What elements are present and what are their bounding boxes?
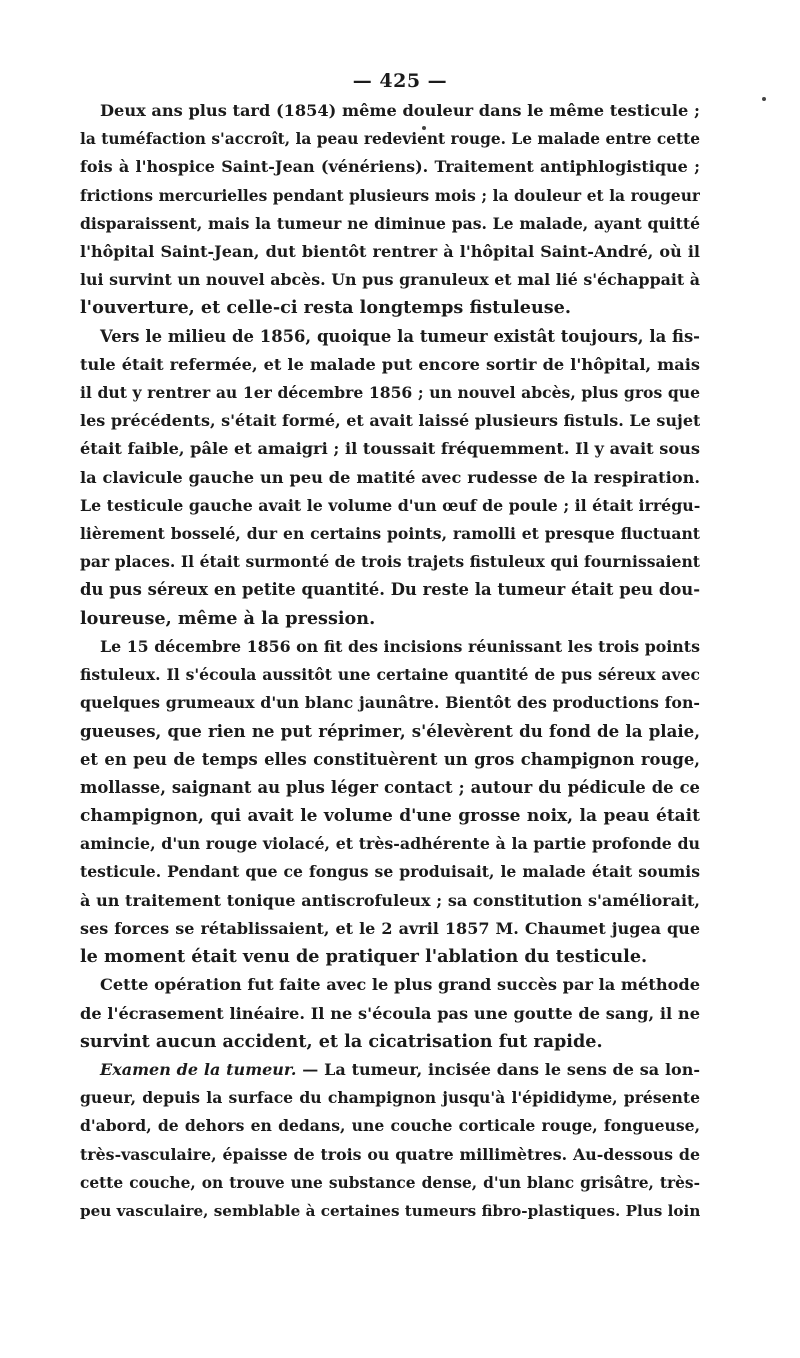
page-speck [762,97,766,101]
text-line: amincie, d'un rouge violacé, et très-adhérente à la partie profonde du [80,834,700,854]
text-line: disparaissent, mais la tumeur ne diminue pas. Le malade, ayant quitté [80,213,700,233]
text-line: il dut y rentrer au 1er décembre 1856 ; un nouvel abcès, plus gros que [80,383,700,403]
text-line: tule était refermée, et le malade put encore sortir de l'hôpital, mais [80,354,700,374]
text-line: les précédents, s'était formé, et avait laissé plusieurs fistuls. Le sujet [80,411,700,431]
text-line: champignon, qui avait le volume d'une grosse noix, la peau était [80,806,700,827]
text-line: mollasse, saignant au plus léger contact ; autour du pédicule de ce [80,777,700,797]
text-line: et en peu de temps elles constituèrent un gros champignon rouge, [80,749,700,769]
text-line: Vers le milieu de 1856, quoique la tumeur existât toujours, la fis- [100,326,700,346]
text-line: du pus séreux en petite quantité. Du reste la tumeur était peu dou- [80,580,700,600]
text-line: à un traitement tonique antiscrofuleux ; sa constitution s'améliorait, [80,890,700,910]
text-line: gueuses, que rien ne put réprimer, s'élevèrent du fond de la plaie, [80,721,700,742]
text-line: survint aucun accident, et la cicatrisation fut rapide. [80,1030,603,1052]
text-line: la tuméfaction s'accroît, la peau redevient rouge. Le malade entre cette [80,130,700,149]
page-number: — 425 — [352,70,448,92]
text-line: de l'écrasement linéaire. Il ne s'écoula pas une goutte de sang, il ne [80,1003,700,1023]
body-text [80,97,700,1225]
text-line: la clavicule gauche un peu de matité avec rudesse de la respiration. [80,467,700,487]
text-line: était faible, pâle et amaigri ; il toussait fréquemment. Il y avait sous [80,439,700,459]
text-line: testicule. Pendant que ce fongus se produisait, le malade était soumis [80,862,700,882]
text-line: l'ouverture, et celle-ci resta longtemps fistuleuse. [80,297,571,319]
text-line: Le testicule gauche avait le volume d'un œuf de poule ; il était irrégu- [80,495,700,515]
section-heading: Examen de la tumeur. [100,1059,297,1079]
text-line: par places. Il était surmonté de trois trajets fistuleux qui fournissaient [80,552,700,572]
text-line: loureuse, même à la pression. [80,607,376,629]
text-line: cette couche, on trouve une substance dense, d'un blanc grisâtre, très- [80,1173,700,1192]
text-line: Cette opération fut faite avec le plus grand succès par la méthode [100,975,700,995]
text-fragment: — La tumeur, incisée dans le sens de sa lon- [296,1059,700,1079]
text-line: Le 15 décembre 1856 on fit des incisions réunissant les trois points [100,636,700,656]
text-line: lièrement bosselé, dur en certains points, ramolli et presque fluctuant [80,524,700,544]
text-line: Deux ans plus tard (1854) même douleur dans le même testicule ; [100,101,700,120]
text-line: fois à l'hospice Saint-Jean (vénériens). Traitement antiphlogistique ; [80,157,700,177]
text-line: le moment était venu de pratiquer l'ablation du testicule. [80,946,648,968]
page-speck [422,126,426,130]
text-line: lui survint un nouvel abcès. Un pus granuleux et mal lié s'échappait à [80,270,700,290]
text-line: frictions mercurielles pendant plusieurs mois ; la douleur et la rougeur [80,186,700,205]
text-line: fistuleux. Il s'écoula aussitôt une certaine quantité de pus séreux avec [80,665,700,685]
text-line: quelques grumeaux d'un blanc jaunâtre. Bientôt des productions fon- [80,693,700,713]
text-line: l'hôpital Saint-Jean, dut bientôt rentrer à l'hôpital Saint-André, où il [80,242,700,262]
text-line: gueur, depuis la surface du champignon jusqu'à l'épididyme, présente [80,1088,700,1108]
text-line: peu vasculaire, semblable à certaines tumeurs fibro-plastiques. Plus loin [80,1201,700,1220]
text-line: très-vasculaire, épaisse de trois ou quatre millimètres. Au-dessous de [80,1144,700,1164]
text-line: ses forces se rétablissaient, et le 2 avril 1857 M. Chaumet jugea que [80,918,700,938]
text-line [80,1056,700,1084]
text-line: d'abord, de dehors en dedans, une couche corticale rouge, fongueuse, [80,1116,700,1136]
